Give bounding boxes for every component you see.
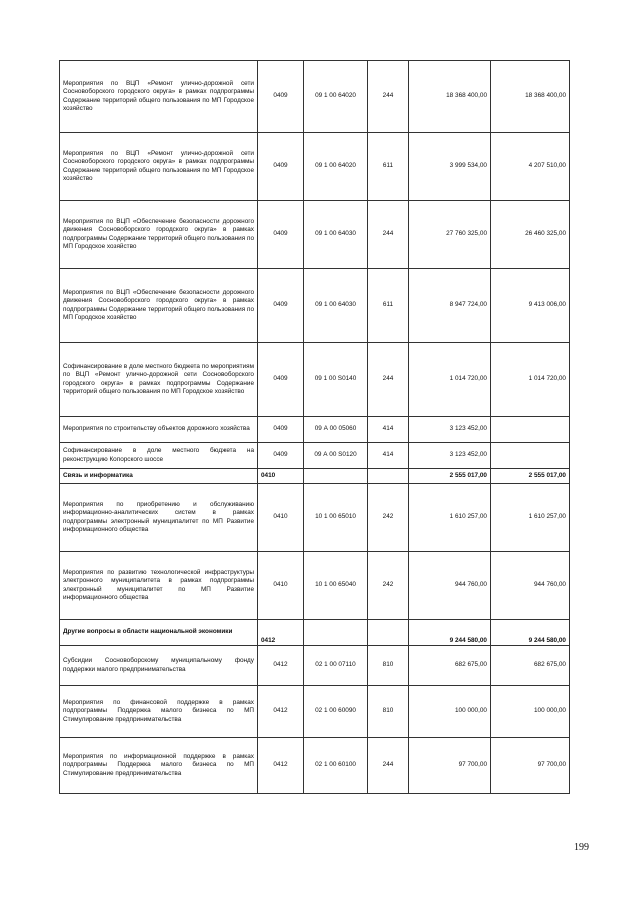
row-name: Мероприятия по приобретению и обслуживанию информационно-аналитических систем в рамках подпрограммы электронный муниципалитет по МП Развитие информационного общества: [60, 484, 258, 552]
row-section-code: 0409: [258, 133, 304, 201]
row-expense-type: [368, 469, 409, 484]
row-expense-type: 810: [368, 646, 409, 686]
row-sum-year1: 100 000,00: [409, 686, 491, 738]
row-sum-year1: 3 999 534,00: [409, 133, 491, 201]
row-section-code: 0412: [258, 646, 304, 686]
table-row: [60, 738, 570, 794]
row-section-code: 0409: [258, 343, 304, 417]
row-section-code: 0410: [258, 552, 304, 620]
row-expense-type: [368, 620, 409, 646]
row-sum-year1: 3 123 452,00: [409, 417, 491, 443]
row-sum-year1: 944 760,00: [409, 552, 491, 620]
row-expense-type: 244: [368, 201, 409, 269]
row-name: Мероприятия по ВЦП «Ремонт улично-дорожной сети Сосновоборского городского округа» в рамках подпрограммы Содержание территорий общего пользования по МП Городское хозяйство: [60, 133, 258, 201]
row-sum-year1: 2 555 017,00: [409, 469, 491, 484]
row-expense-type: 242: [368, 484, 409, 552]
row-name: Связь и информатика: [60, 469, 258, 484]
row-name: Мероприятия по информационной поддержке в рамках подпрограммы Поддержка малого бизнеса по МП Стимулирование предпринимательства: [60, 738, 258, 794]
row-name: Мероприятия по ВЦП «Ремонт улично-дорожной сети Сосновоборского городского округа» в рамках подпрограммы Содержание территорий общего пользования по МП Городское хозяйство: [60, 61, 258, 133]
row-section-code: 0409: [258, 201, 304, 269]
row-expense-type: 611: [368, 133, 409, 201]
table-row: [60, 61, 570, 133]
row-sum-year1: 27 760 325,00: [409, 201, 491, 269]
row-name: Мероприятия по строительству объектов дорожного хозяйства: [60, 417, 258, 443]
row-expense-type: 244: [368, 738, 409, 794]
row-section-code: 0409: [258, 269, 304, 343]
row-name: Софинансирование в доле местного бюджета на реконструкцию Копорского шоссе: [60, 443, 258, 469]
budget-table: [59, 60, 570, 794]
row-sum-year1: 18 368 400,00: [409, 61, 491, 133]
row-target-code: 09 1 00 64030: [304, 269, 368, 343]
table-row: [60, 133, 570, 201]
row-sum-year2: 1 014 720,00: [491, 343, 570, 417]
table-row: [60, 201, 570, 269]
row-target-code: 02 1 00 60090: [304, 686, 368, 738]
row-section-code: 0409: [258, 417, 304, 443]
row-sum-year2: 682 675,00: [491, 646, 570, 686]
row-target-code: 02 1 00 60100: [304, 738, 368, 794]
row-target-code: 09 1 00 64020: [304, 61, 368, 133]
row-sum-year1: 682 675,00: [409, 646, 491, 686]
row-section-code: 0412: [258, 620, 304, 646]
section-total-row: [60, 620, 570, 646]
row-expense-type: 244: [368, 61, 409, 133]
row-sum-year2: 4 207 510,00: [491, 133, 570, 201]
row-name: Субсидии Сосновоборскому муниципальному фонду поддержки малого предпринимательства: [60, 646, 258, 686]
row-name: Мероприятия по развитию технологической инфраструктуры электронного муниципалитета в рамках подпрограммы электронный муниципалитет по МП Развитие информационного общества: [60, 552, 258, 620]
row-target-code: 02 1 00 07110: [304, 646, 368, 686]
row-name: Мероприятия по ВЦП «Обеспечение безопасности дорожного движения Сосновоборского городского округа» в рамках подпрограммы Содержание территорий общего пользования по МП Городское хозяйство: [60, 201, 258, 269]
row-sum-year2: 18 368 400,00: [491, 61, 570, 133]
table-row: [60, 269, 570, 343]
row-target-code: 10 1 00 65040: [304, 552, 368, 620]
row-target-code: 09 А 00 S0120: [304, 443, 368, 469]
row-expense-type: 242: [368, 552, 409, 620]
row-expense-type: 611: [368, 269, 409, 343]
row-target-code: 09 1 00 64030: [304, 201, 368, 269]
row-target-code: 09 1 00 S0140: [304, 343, 368, 417]
row-expense-type: 414: [368, 417, 409, 443]
row-target-code: 09 А 00 05060: [304, 417, 368, 443]
table-row: [60, 552, 570, 620]
row-sum-year2: 9 244 580,00: [491, 620, 570, 646]
table-row: [60, 484, 570, 552]
row-sum-year1: 9 244 580,00: [409, 620, 491, 646]
row-target-code: [304, 469, 368, 484]
row-sum-year1: 3 123 452,00: [409, 443, 491, 469]
row-section-code: 0412: [258, 738, 304, 794]
table-row: [60, 646, 570, 686]
row-sum-year1: 97 700,00: [409, 738, 491, 794]
row-target-code: 10 1 00 65010: [304, 484, 368, 552]
row-name: Софинансирование в доле местного бюджета по мероприятиям по ВЦП «Ремонт улично-дорожной сети Сосновоборского городского округа» в рамках подпрограммы Содержание территорий общего пользования по МП Городское хозяйство: [60, 343, 258, 417]
row-section-code: 0410: [258, 484, 304, 552]
table-row: [60, 443, 570, 469]
row-name: Мероприятия по ВЦП «Обеспечение безопасности дорожного движения Сосновоборского городского округа» в рамках подпрограммы Содержание территорий общего пользования по МП Городское хозяйство: [60, 269, 258, 343]
row-sum-year2: 26 460 325,00: [491, 201, 570, 269]
row-target-code: [304, 620, 368, 646]
section-total-row: [60, 469, 570, 484]
row-sum-year2: 944 760,00: [491, 552, 570, 620]
table-row: [60, 417, 570, 443]
row-sum-year2: 100 000,00: [491, 686, 570, 738]
row-section-code: 0409: [258, 61, 304, 133]
row-sum-year2: 2 555 017,00: [491, 469, 570, 484]
row-sum-year2: [491, 417, 570, 443]
row-sum-year1: 1 610 257,00: [409, 484, 491, 552]
row-sum-year2: [491, 443, 570, 469]
row-target-code: 09 1 00 64020: [304, 133, 368, 201]
table-row: [60, 686, 570, 738]
row-expense-type: 244: [368, 343, 409, 417]
row-sum-year2: 97 700,00: [491, 738, 570, 794]
row-sum-year1: 8 947 724,00: [409, 269, 491, 343]
row-section-code: 0409: [258, 443, 304, 469]
row-expense-type: 414: [368, 443, 409, 469]
row-sum-year2: 9 413 006,00: [491, 269, 570, 343]
row-name: Мероприятия по финансовой поддержке в рамках подпрограммы Поддержка малого бизнеса по МП Стимулирование предпринимательства: [60, 686, 258, 738]
page-number: 199: [574, 842, 589, 853]
row-section-code: 0410: [258, 469, 304, 484]
row-section-code: 0412: [258, 686, 304, 738]
row-name: Другие вопросы в области национальной экономики: [60, 620, 258, 646]
row-sum-year1: 1 014 720,00: [409, 343, 491, 417]
row-expense-type: 810: [368, 686, 409, 738]
table-row: [60, 343, 570, 417]
row-sum-year2: 1 610 257,00: [491, 484, 570, 552]
